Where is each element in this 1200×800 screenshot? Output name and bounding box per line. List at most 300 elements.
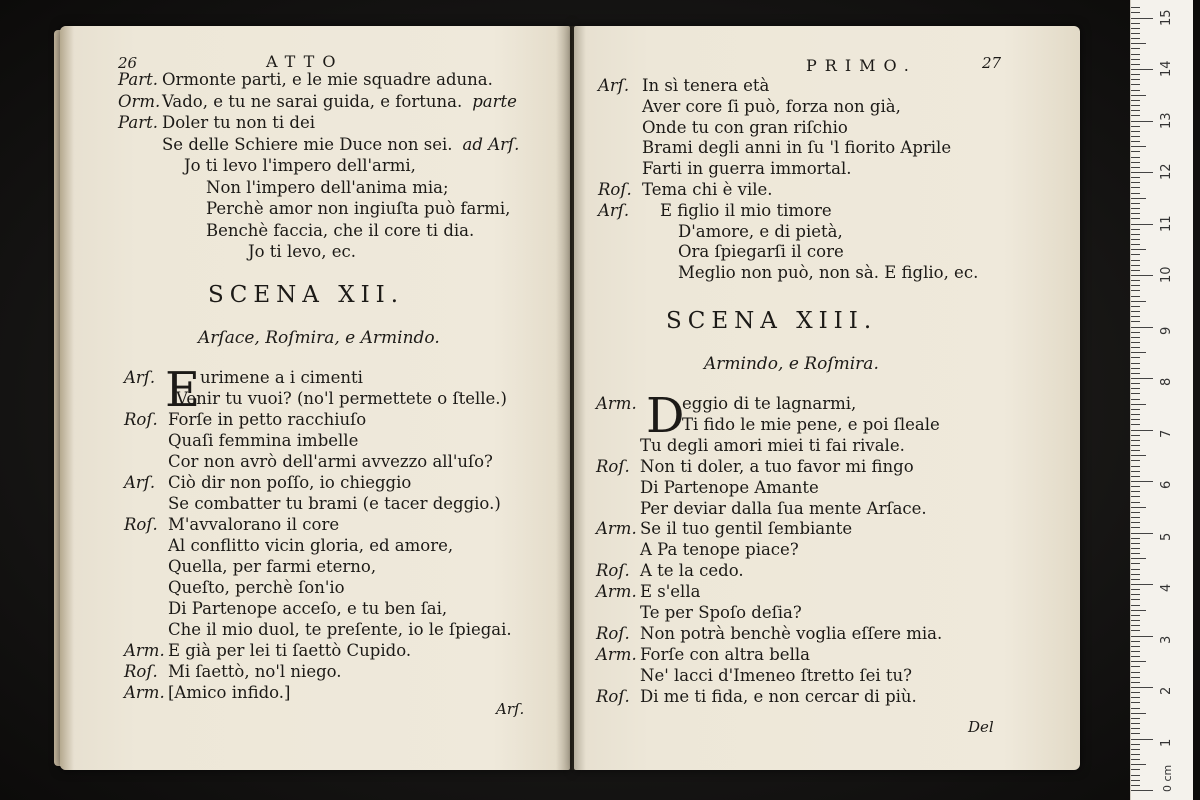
ruler-tick	[1131, 553, 1140, 554]
verse-line	[206, 178, 449, 198]
ruler-tick	[1131, 672, 1140, 673]
ruler-tick	[1131, 558, 1146, 559]
ruler-tick	[1131, 18, 1153, 19]
ruler-tick	[1131, 388, 1140, 389]
ruler-tick	[1131, 244, 1140, 245]
ruler-number: 4	[1159, 583, 1174, 592]
ruler-tick	[1131, 275, 1153, 276]
ruler-tick	[1131, 507, 1146, 508]
ruler-tick	[1131, 605, 1140, 606]
ruler-tick	[1131, 90, 1140, 91]
ruler-tick	[1131, 239, 1140, 240]
ruler-tick	[1131, 43, 1146, 44]
speaker-label: Roſ.	[124, 410, 158, 429]
ruler-tick	[1131, 780, 1140, 781]
verse-line	[596, 457, 914, 477]
ruler-tick	[1131, 182, 1140, 183]
verse-line	[168, 431, 358, 451]
verse-text: M'avvalorano il core	[168, 515, 340, 534]
speaker-label: Orm.	[118, 91, 161, 111]
ruler-tick	[1131, 641, 1140, 642]
verse-text: Al conflitto vicin gloria, ed amore,	[168, 536, 454, 555]
verse-line	[598, 180, 773, 200]
ruler-tick	[1131, 584, 1153, 585]
ruler-tick	[1131, 84, 1140, 85]
ruler-tick	[1131, 337, 1140, 338]
ruler-tick	[1131, 502, 1140, 503]
ruler-tick	[1131, 625, 1140, 626]
ruler-number: 11	[1159, 214, 1174, 232]
ruler-tick	[1131, 157, 1140, 158]
ruler-tick	[1131, 64, 1140, 65]
ruler-tick	[1131, 265, 1140, 266]
speaker-label: Roſ.	[124, 662, 158, 681]
verse-line	[596, 582, 700, 602]
speaker-label: Arm.	[596, 582, 637, 602]
verse-text: eggio di te lagnarmi,	[682, 394, 857, 413]
ruler-tick	[1131, 543, 1140, 544]
ruler-tick	[1131, 208, 1140, 209]
ruler-tick	[1131, 38, 1140, 39]
verse-line	[682, 415, 940, 435]
verse-line	[124, 641, 411, 661]
ruler-tick	[1131, 100, 1140, 101]
verse-text: Farti in guerra immortal.	[642, 159, 852, 179]
speaker-label: Arm.	[596, 394, 637, 413]
ruler-tick	[1131, 419, 1140, 420]
verse-line	[678, 263, 978, 283]
verse-line	[206, 221, 474, 241]
verse-line	[168, 599, 447, 619]
verse-text: Ora ſpiegarſi il core	[678, 242, 844, 262]
right-running-head: PRIMO.	[806, 56, 917, 75]
left-running-head: ATTO	[266, 52, 344, 71]
ruler-tick	[1131, 424, 1140, 425]
ruler-number: 1	[1159, 738, 1174, 747]
verse-text: Aver core ſi può, forza non già,	[642, 96, 901, 116]
ruler-tick	[1131, 167, 1140, 168]
verse-text: urimene a i cimenti	[200, 368, 363, 387]
speaker-label: Roſ.	[596, 686, 630, 706]
ruler-tick	[1131, 599, 1140, 600]
ruler-tick	[1131, 332, 1140, 333]
ruler-tick	[1131, 739, 1153, 740]
ruler-tick	[1131, 352, 1146, 353]
ruler-number: 6	[1159, 480, 1174, 489]
ruler-number: 10	[1159, 266, 1174, 283]
ruler-tick	[1131, 790, 1153, 791]
verse-text: Tema chi è vile.	[642, 180, 773, 199]
verse-text: Non l'impero dell'anima mia;	[206, 177, 449, 197]
verse-text: Meglio non può, non sà. E figlio, ec.	[678, 263, 979, 283]
ruler-number: 8	[1159, 377, 1174, 386]
ruler-tick	[1131, 141, 1140, 142]
ruler-tick	[1131, 260, 1140, 261]
ruler-tick	[1131, 105, 1140, 106]
ruler-tick	[1131, 347, 1140, 348]
ruler-number: 9	[1159, 326, 1174, 335]
ruler-tick	[1131, 12, 1140, 13]
ruler-tick	[1131, 636, 1153, 637]
ruler-tick	[1131, 414, 1140, 415]
verse-line	[248, 242, 356, 262]
verse-text: Brami degli anni in ſu 'l fiorito Aprile	[642, 138, 952, 158]
verse-line	[168, 557, 376, 577]
verse-text: Se combatter tu brami (e tacer deggio.)	[168, 494, 501, 513]
verse-text: Ciò dir non poſſo, io chieggio	[168, 473, 412, 492]
verse-line	[642, 97, 901, 117]
verse-text: Non ti doler, a tuo favor mi fingo	[640, 456, 914, 476]
ruler-tick	[1131, 342, 1140, 343]
ruler-tick	[1131, 435, 1140, 436]
ruler-tick	[1131, 79, 1140, 80]
ruler-tick	[1131, 687, 1153, 688]
ruler-tick	[1131, 48, 1140, 49]
verse-text: Di Partenope Amante	[640, 477, 819, 497]
ruler-tick	[1131, 749, 1140, 750]
verse-line	[640, 603, 802, 623]
speaker-label: Roſ.	[596, 561, 630, 581]
ruler-tick	[1131, 296, 1140, 297]
verse-line	[678, 242, 844, 262]
verse-line	[642, 138, 951, 158]
verse-text: A te la cedo.	[640, 561, 744, 581]
ruler-tick	[1131, 301, 1146, 302]
ruler-tick	[1131, 270, 1140, 271]
ruler-tick	[1131, 23, 1140, 24]
ruler-tick	[1131, 455, 1146, 456]
ruler-tick	[1131, 697, 1140, 698]
ruler-tick	[1131, 548, 1140, 549]
verse-text: Forſe con altra bella	[640, 644, 810, 664]
verse-text: Vado, e tu ne sarai guida, e fortuna.	[162, 91, 463, 111]
ruler-tick	[1131, 126, 1140, 127]
ruler-tick	[1131, 610, 1146, 611]
ruler-tick	[1131, 229, 1140, 230]
ruler-tick	[1131, 383, 1140, 384]
stage-direction: parte	[472, 91, 517, 111]
verse-line	[678, 222, 843, 242]
ruler-tick	[1131, 651, 1140, 652]
ruler-tick	[1131, 177, 1140, 178]
ruler-tick	[1131, 630, 1140, 631]
ruler-tick	[1131, 327, 1153, 328]
ruler-tick	[1131, 280, 1140, 281]
speaker-label: Arm.	[596, 519, 637, 539]
ruler-tick	[1131, 363, 1140, 364]
verse-line	[640, 666, 912, 686]
ruler-number: 15	[1159, 8, 1174, 26]
ruler-tick	[1131, 445, 1140, 446]
ruler-tick	[1131, 440, 1140, 441]
verse-text: E già per lei ti ſaettò Cupido.	[168, 641, 412, 660]
speaker-label: Arm.	[124, 641, 165, 660]
ruler-tick	[1131, 393, 1140, 394]
verse-line	[168, 620, 512, 640]
speaker-label: Arm.	[124, 683, 165, 702]
right-scene-characters: Armindo, e Roſmira.	[704, 354, 879, 374]
ruler-tick	[1131, 718, 1140, 719]
ruler-tick	[1131, 486, 1140, 487]
ruler-tick	[1131, 579, 1140, 580]
ruler-tick	[1131, 646, 1140, 647]
verse-line	[118, 92, 517, 112]
ruler-tick	[1131, 723, 1140, 724]
ruler-tick	[1131, 661, 1146, 662]
ruler-tick	[1131, 656, 1140, 657]
ruler-tick	[1131, 733, 1140, 734]
verse-line	[598, 76, 769, 96]
ruler-tick	[1131, 151, 1140, 152]
ruler-tick	[1131, 682, 1140, 683]
verse-line	[640, 540, 799, 560]
verse-line	[124, 473, 411, 493]
verse-text: Mi ſaettò, no'l niego.	[168, 662, 342, 681]
left-scene-characters: Arſace, Roſmira, e Armindo.	[198, 328, 440, 348]
ruler-tick	[1131, 677, 1140, 678]
ruler-tick	[1131, 563, 1140, 564]
ruler-tick	[1131, 476, 1140, 477]
right-scene-title: SCENA XIII.	[666, 308, 878, 334]
verse-line	[640, 499, 927, 519]
ruler-tick	[1131, 666, 1140, 667]
verse-text: Quaſi femmina imbelle	[168, 431, 359, 450]
ruler-tick	[1131, 430, 1153, 431]
ruler-tick	[1131, 285, 1140, 286]
right-catchword: Del	[968, 718, 994, 736]
verse-text: Jo ti levo l'impero dell'armi,	[184, 156, 416, 175]
ruler-tick	[1131, 620, 1140, 621]
ruler-tick	[1131, 615, 1140, 616]
right-drop-cap: D	[646, 388, 685, 444]
verse-line	[642, 118, 848, 138]
speaker-label: Arſ.	[598, 76, 630, 95]
ruler-tick	[1131, 234, 1140, 235]
speaker-label: Part.	[118, 70, 158, 89]
verse-text: Ormonte parti, e le mie squadre aduna.	[162, 70, 493, 89]
ruler-tick	[1131, 316, 1140, 317]
speaker-label: Arſ.	[124, 368, 156, 387]
ruler-tick	[1131, 74, 1140, 75]
verse-line	[642, 159, 852, 179]
ruler-tick	[1131, 203, 1140, 204]
verse-text: Perchè amor non ingiuſta può farmi,	[206, 199, 511, 218]
ruler-tick	[1131, 744, 1140, 745]
ruler-tick	[1131, 131, 1140, 132]
verse-text: [Amico infido.]	[168, 683, 291, 702]
ruler-tick	[1131, 769, 1140, 770]
ruler-tick	[1131, 728, 1140, 729]
verse-text: Onde tu con gran riſchio	[642, 117, 848, 137]
ruler-tick	[1131, 574, 1140, 575]
ruler-tick	[1131, 59, 1140, 60]
verse-text: Cor non avrò dell'armi avvezzo all'uſo?	[168, 452, 493, 471]
verse-text: E figlio il mio timore	[660, 200, 832, 220]
ruler-tick	[1131, 471, 1140, 472]
ruler-tick	[1131, 491, 1140, 492]
verse-line	[124, 515, 339, 535]
ruler-tick	[1131, 404, 1146, 405]
verse-line	[168, 578, 345, 598]
verse-line	[184, 156, 416, 176]
ruler-tick	[1131, 95, 1146, 96]
verse-line	[118, 113, 315, 133]
ruler-number: 12	[1159, 163, 1174, 180]
left-drop-cap: E	[165, 362, 201, 418]
ruler-tick	[1131, 146, 1146, 147]
verse-line	[168, 494, 501, 514]
ruler-tick	[1131, 754, 1140, 755]
book-gutter	[556, 26, 586, 770]
ruler-number: 14	[1159, 60, 1174, 77]
verse-text: Tu degli amori miei ti fai rivale.	[640, 435, 905, 455]
verse-text: A Pa tenope piace?	[640, 540, 799, 560]
verse-line	[124, 683, 291, 703]
ruler-tick	[1131, 213, 1140, 214]
ruler-number: 3	[1159, 635, 1174, 644]
right-page	[574, 26, 1080, 770]
right-page-number: 27	[982, 54, 1002, 72]
ruler-tick	[1131, 759, 1140, 760]
ruler-unit-label: 0 cm	[1161, 764, 1174, 792]
ruler-tick	[1131, 460, 1140, 461]
left-page-number: 26	[118, 54, 138, 72]
verse-line	[206, 199, 510, 219]
ruler-tick	[1131, 450, 1140, 451]
speaker-label: Arſ.	[598, 200, 630, 220]
ruler-tick	[1131, 290, 1140, 291]
ruler-tick	[1131, 702, 1140, 703]
verse-line	[124, 368, 363, 388]
ruler-tick	[1131, 522, 1140, 523]
verse-line	[640, 478, 819, 498]
ruler-tick	[1131, 69, 1153, 70]
verse-line	[596, 561, 744, 581]
speaker-label: Roſ.	[596, 456, 630, 476]
verse-text: Ti fido le mie pene, e poi ſleale	[682, 414, 940, 434]
ruler-tick	[1131, 538, 1140, 539]
verse-line	[124, 662, 342, 682]
verse-line	[596, 394, 856, 414]
ruler-tick	[1131, 466, 1140, 467]
ruler-tick	[1131, 254, 1140, 255]
ruler-tick	[1131, 785, 1140, 786]
ruler-number: 5	[1159, 532, 1174, 541]
verse-text: D'amore, e di pietà,	[678, 221, 843, 241]
ruler-number: 13	[1159, 111, 1174, 129]
ruler-tick	[1131, 713, 1146, 714]
verse-text: Non potrà benchè voglia eſſere mia.	[640, 623, 943, 643]
ruler-tick	[1131, 198, 1146, 199]
ruler-tick	[1131, 187, 1140, 188]
ruler-tick	[1131, 218, 1140, 219]
ruler-tick	[1131, 136, 1140, 137]
verse-text: Se il tuo gentil ſembiante	[640, 519, 853, 539]
speaker-label: Roſ.	[124, 515, 158, 534]
ruler-number: 7	[1159, 429, 1174, 438]
verse-text: Di Partenope acceſo, e tu ben ſai,	[168, 599, 448, 618]
ruler-tick	[1131, 481, 1153, 482]
verse-text: Di me ti fida, e non cercar di più.	[640, 686, 917, 706]
speaker-label: Part.	[118, 113, 158, 132]
ruler-tick	[1131, 378, 1153, 379]
verse-line	[162, 135, 519, 155]
speaker-label: Roſ.	[596, 623, 630, 643]
ruler-tick	[1131, 775, 1140, 776]
ruler-tick	[1131, 224, 1153, 225]
verse-line	[596, 624, 942, 644]
speaker-label: Arm.	[596, 644, 637, 664]
verse-text: E s'ella	[640, 582, 701, 602]
ruler-tick	[1131, 517, 1140, 518]
verse-text: Benchè faccia, che il core ti dia.	[206, 220, 475, 240]
verse-line	[168, 452, 493, 472]
ruler-tick	[1131, 512, 1140, 513]
ruler-tick	[1131, 7, 1140, 8]
verse-text: Forſe in petto racchiuſo	[168, 410, 367, 429]
ruler-tick	[1131, 193, 1140, 194]
verse-text: Se delle Schiere mie Duce non sei.	[162, 134, 453, 154]
verse-line	[596, 687, 917, 707]
ruler-tick	[1131, 321, 1140, 322]
ruler-tick	[1131, 115, 1140, 116]
ruler-tick	[1131, 33, 1140, 34]
verse-line	[168, 536, 453, 556]
left-catchword: Arſ.	[496, 700, 525, 718]
verse-line	[176, 389, 507, 409]
ruler-tick	[1131, 162, 1140, 163]
speaker-label: Roſ.	[598, 180, 632, 199]
verse-line	[640, 436, 905, 456]
ruler-tick	[1131, 409, 1140, 410]
ruler-tick	[1131, 311, 1140, 312]
verse-line	[596, 645, 810, 665]
ruler-tick	[1131, 54, 1140, 55]
stage-direction: ad Arſ.	[462, 134, 520, 154]
verse-text: Venir tu vuoi? (no'l permettete o ſtelle.)	[176, 389, 507, 408]
ruler-tick	[1131, 373, 1140, 374]
ruler-tick	[1131, 533, 1153, 534]
verse-text: Doler tu non ti dei	[162, 113, 316, 132]
verse-text: In sì tenera età	[642, 76, 770, 95]
verse-text: Te per Spoſo deſia?	[640, 603, 802, 622]
verse-text: Ne' lacci d'Imeneo ſtretto ſei tu?	[640, 665, 913, 685]
ruler-tick	[1131, 357, 1140, 358]
ruler-tick	[1131, 249, 1146, 250]
verse-text: Queſto, perchè ſon'io	[168, 578, 345, 597]
ruler-tick	[1131, 496, 1140, 497]
measuring-ruler	[1130, 0, 1193, 800]
verse-text: Che il mio duol, te preſente, io le ſpiegai.	[168, 620, 512, 639]
ruler-tick	[1131, 569, 1140, 570]
verse-line	[598, 201, 832, 221]
ruler-tick	[1131, 589, 1140, 590]
left-page	[60, 26, 570, 770]
ruler-tick	[1131, 110, 1140, 111]
ruler-tick	[1131, 172, 1153, 173]
ruler-tick	[1131, 306, 1140, 307]
verse-text: Jo ti levo, ec.	[248, 242, 356, 261]
ruler-tick	[1131, 708, 1140, 709]
verse-text: Quella, per farmi eterno,	[168, 557, 377, 576]
left-scene-title: SCENA XII.	[208, 282, 405, 308]
ruler-tick	[1131, 692, 1140, 693]
ruler-number: 2	[1159, 686, 1174, 695]
ruler-tick	[1131, 399, 1140, 400]
ruler-tick	[1131, 368, 1140, 369]
verse-line	[596, 519, 852, 539]
verse-text: Per deviar dalla ſua mente Arſace.	[640, 498, 927, 518]
